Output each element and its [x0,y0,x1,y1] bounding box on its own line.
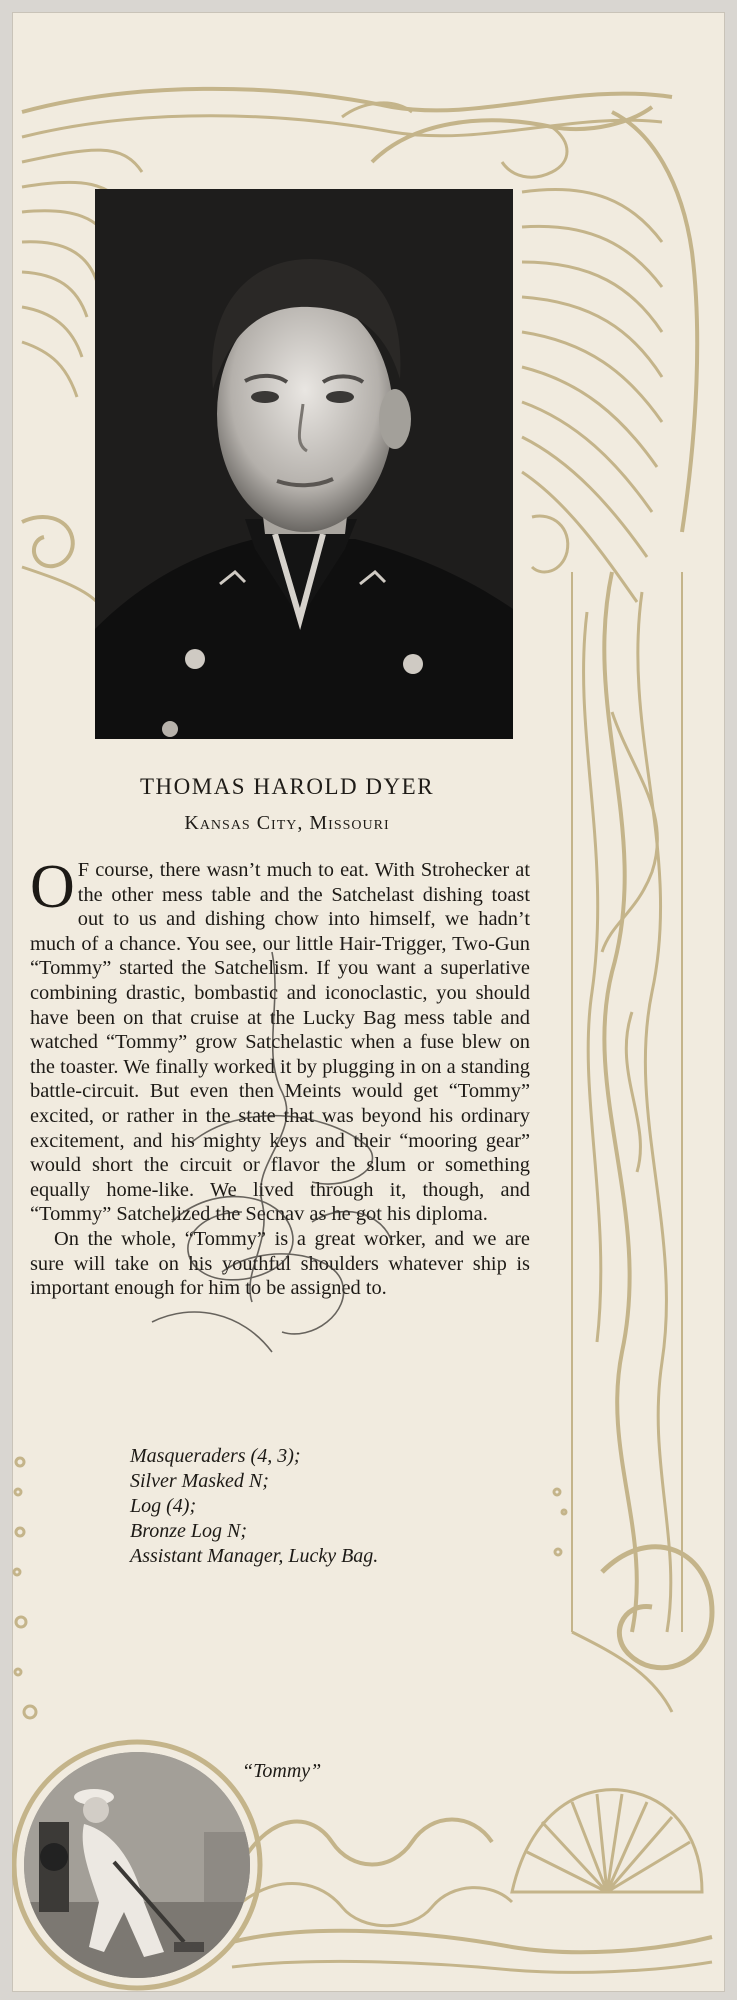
drop-cap: O [30,853,75,921]
activity-item: Assistant Manager, Lucky Bag. [130,1545,379,1567]
graduate-name: THOMAS HAROLD DYER [139,774,435,799]
nickname-caption: “Tommy” [242,1760,322,1782]
portrait-illustration [95,189,513,739]
activity-item: Log (4); [130,1495,197,1517]
biography-text [30,853,530,1301]
activities-list [130,1444,378,1569]
activity-item: Masqueraders (4, 3); [130,1445,301,1467]
candid-snapshot-photo [24,1752,250,1978]
bio-paragraph-1-text: F course, there wasn’t much to eat. With Strohecker at the other mess table and the Satchelast dishing toast out to us and dishing chow into himself, we hadn’t much of a chance. You see, our little Hair-Trigger, Two-Gun “Tommy” started the Satchelism. If you want a superlative combining drastic, bombastic and iconoclastic, you should have been on that cruise at the Lucky Bag mess table and watched “Tommy” grow Satchelastic when a fuse blew on the toaster. We finally worked it by plugging in on a standing battle-circuit. But even then Meints would get “Tommy” excited, or rather in the state that was beyond his ordinary excitement, and his mighty keys and their “mooring gear” would short the circuit or flavor the slum or something equally home-like. We lived through it, though, and “Tommy” Satchelized the Secnav as he got his diploma. [30,859,530,1226]
snapshot-illustration [24,1752,250,1978]
yearbook-page [12,12,725,1992]
activity-item: Silver Masked N; [130,1470,269,1492]
graduate-hometown: Kansas City, Missouri [184,812,390,834]
activity-item: Bronze Log N; [130,1520,248,1542]
bio-paragraph-1 [30,853,530,1227]
bio-paragraph-2: On the whole, “Tommy” is a great worker, and we are sure will take on his youthful shoulders whatever ship is important enough for him to be assigned to. [30,1227,530,1300]
portrait-photo [95,189,513,739]
